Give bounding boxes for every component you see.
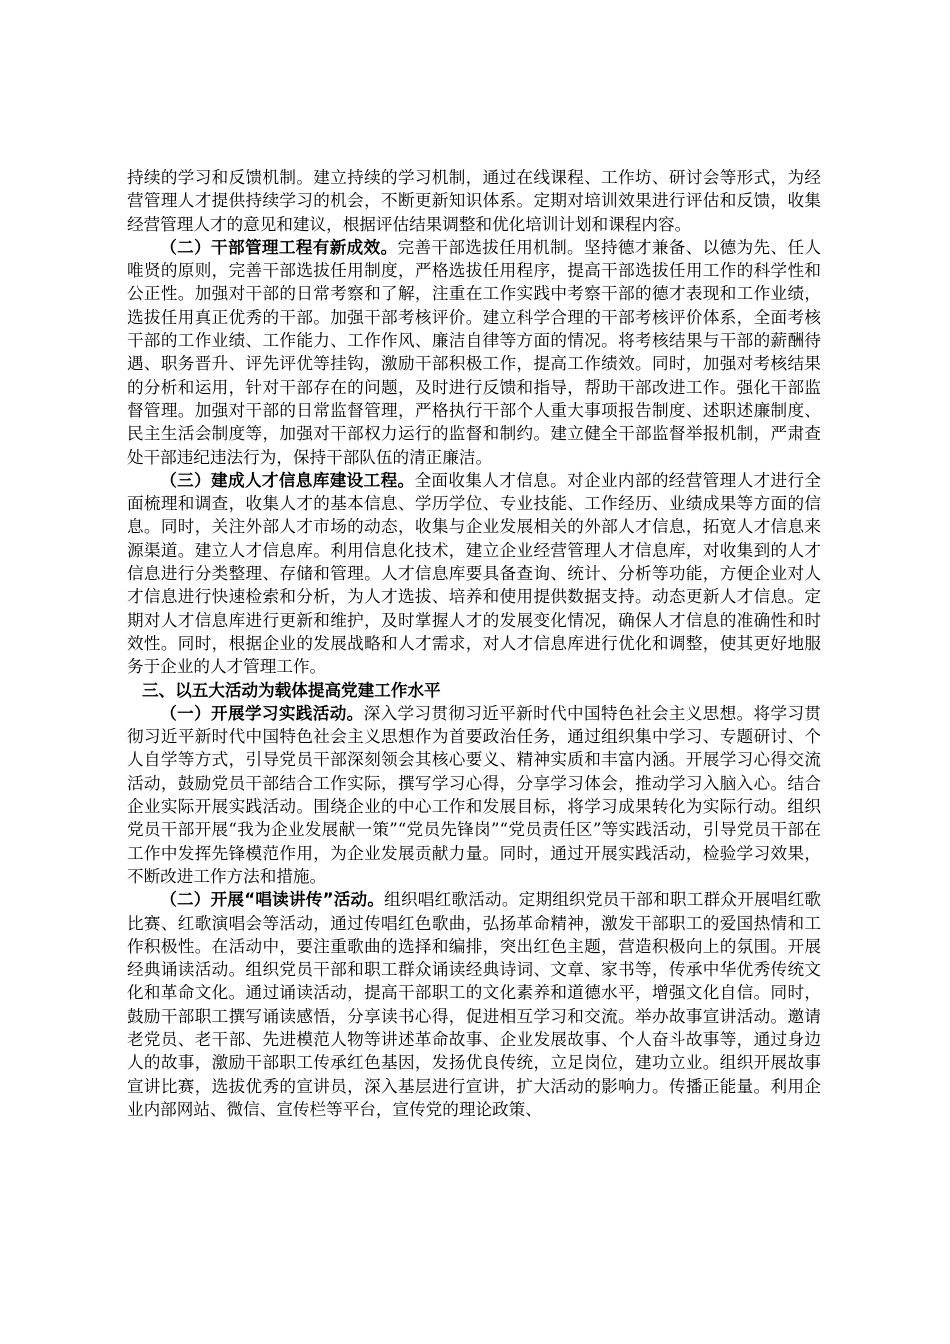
paragraph-text: 持续的学习和反馈机制。建立持续的学习机制，通过在线课程、工作坊、研讨会等形式，为经营管理人才提供持续学习的机会，不断更新知识体系。定期对培训效果进行评估和反馈，收集经营管理人才的意见和建议，根据评估结果调整和优化培训计划和课程内容。 — [127, 168, 821, 234]
paragraph-lead: （二）开展“唱读讲传”活动。 — [160, 890, 385, 910]
paragraph-lead: （二）干部管理工程有新成效。 — [160, 237, 398, 257]
section-heading: 三、以五大活动为载体提高党建工作水平 — [141, 680, 441, 700]
paragraph-training-feedback — [127, 166, 821, 236]
paragraph-talent-database — [127, 469, 821, 679]
paragraph-text: 完善干部选拔任用机制。坚持德才兼备、以德为先、任人唯贤的原则，完善干部选拔任用制度，严格选拔任用程序，提高干部选拔任用工作的科学性和公正性。加强对干部的日常考察和了解，注重在工作实践中考察干部的德才表现和工作业绩，选拔任用真正优秀的干部。加强干部考核评价。建立科学合理的干部考核评价体系，全面考核干部的工作业绩、工作能力、工作作风、廉洁自律等方面的情况。将考核结果与干部的薪酬待遇、职务晋升、评先评优等挂钩，激励干部积极工作，提高工作绩效。同时，加强对考核结果的分析和运用，针对干部存在的问题，及时进行反馈和指导，帮助干部改进工作。强化干部监督管理。加强对干部的日常监督管理，严格执行干部个人重大事项报告制度、述职述廉制度、民主生活会制度等，加强对干部权力运行的监督和制约。建立健全干部监督举报机制，严肃查处干部违纪违法行为，保持干部队伍的清正廉洁。 — [127, 237, 821, 467]
paragraph-cadre-management — [127, 236, 821, 469]
paragraph-lead: （三）建成人才信息库建设工程。 — [160, 470, 415, 490]
paragraph-study-practice — [127, 702, 821, 888]
paragraph-text: 全面收集人才信息。对企业内部的经营管理人才进行全面梳理和调查，收集人才的基本信息、学历学位、专业技能、工作经历、业绩成果等方面的信息。同时，关注外部人才市场的动态，收集与企业发展相关的外部人才信息，拓宽人才信息来源渠道。建立人才信息库。利用信息化技术，建立企业经营管理人才信息库，对收集到的人才信息进行分类整理、存储和管理。人才信息库要具备查询、统计、分析等功能，方便企业对人才信息进行快速检索和分析，为人才选拔、培养和使用提供数据支持。动态更新人才信息。定期对人才信息库进行更新和维护，及时掌握人才的发展变化情况，确保人才信息的准确性和时效性。同时，根据企业的发展战略和人才需求，对人才信息库进行优化和调整，使其更好地服务于企业的人才管理工作。 — [127, 470, 821, 677]
paragraph-lead: （一）开展学习实践活动。 — [160, 703, 364, 723]
paragraph-sing-read-tell-spread — [127, 888, 821, 1121]
paragraph-text: 深入学习贯彻习近平新时代中国特色社会主义思想。将学习贯彻习近平新时代中国特色社会主义思想作为首要政治任务，通过组织集中学习、专题研讨、个人自学等方式，引导党员干部深刻领会其核心要义、精神实质和丰富内涵。开展学习心得交流活动，鼓励党员干部结合工作实际，撰写学习心得，分享学习体会，推动学习入脑入心。结合企业实际开展实践活动。围绕企业的中心工作和发展目标，将学习成果转化为实际行动。组织党员干部开展“我为企业发展献一策”“党员先锋岗”“党员责任区”等实践活动，引导党员干部在工作中发挥先锋模范作用，为企业发展贡献力量。同时，通过开展实践活动，检验学习效果，不断改进工作方法和措施。 — [127, 703, 821, 886]
document-page — [127, 166, 821, 1121]
paragraph-text: 组织唱红歌活动。定期组织党员干部和职工群众开展唱红歌比赛、红歌演唱会等活动，通过传唱红色歌曲，弘扬革命精神，激发干部职工的爱国热情和工作积极性。在活动中，要注重歌曲的选择和编排，突出红色主题，营造积极向上的氛围。开展经典诵读活动。组织党员干部和职工群众诵读经典诗词、文章、家书等，传承中华优秀传统文化和革命文化。通过诵读活动，提高干部职工的文化素养和道德水平，增强文化自信。同时，鼓励干部职工撰写诵读感悟，分享读书心得，促进相互学习和交流。举办故事宣讲活动。邀请老党员、老干部、先进模范人物等讲述革命故事、企业发展故事、个人奋斗故事等，通过身边人的故事，激励干部职工传承红色基因，发扬优良传统，立足岗位，建功立业。组织开展故事宣讲比赛，选拔优秀的宣讲员，深入基层进行宣讲，扩大活动的影响力。传播正能量。利用企业内部网站、微信、宣传栏等平台，宣传党的理论政策、 — [127, 890, 822, 1119]
